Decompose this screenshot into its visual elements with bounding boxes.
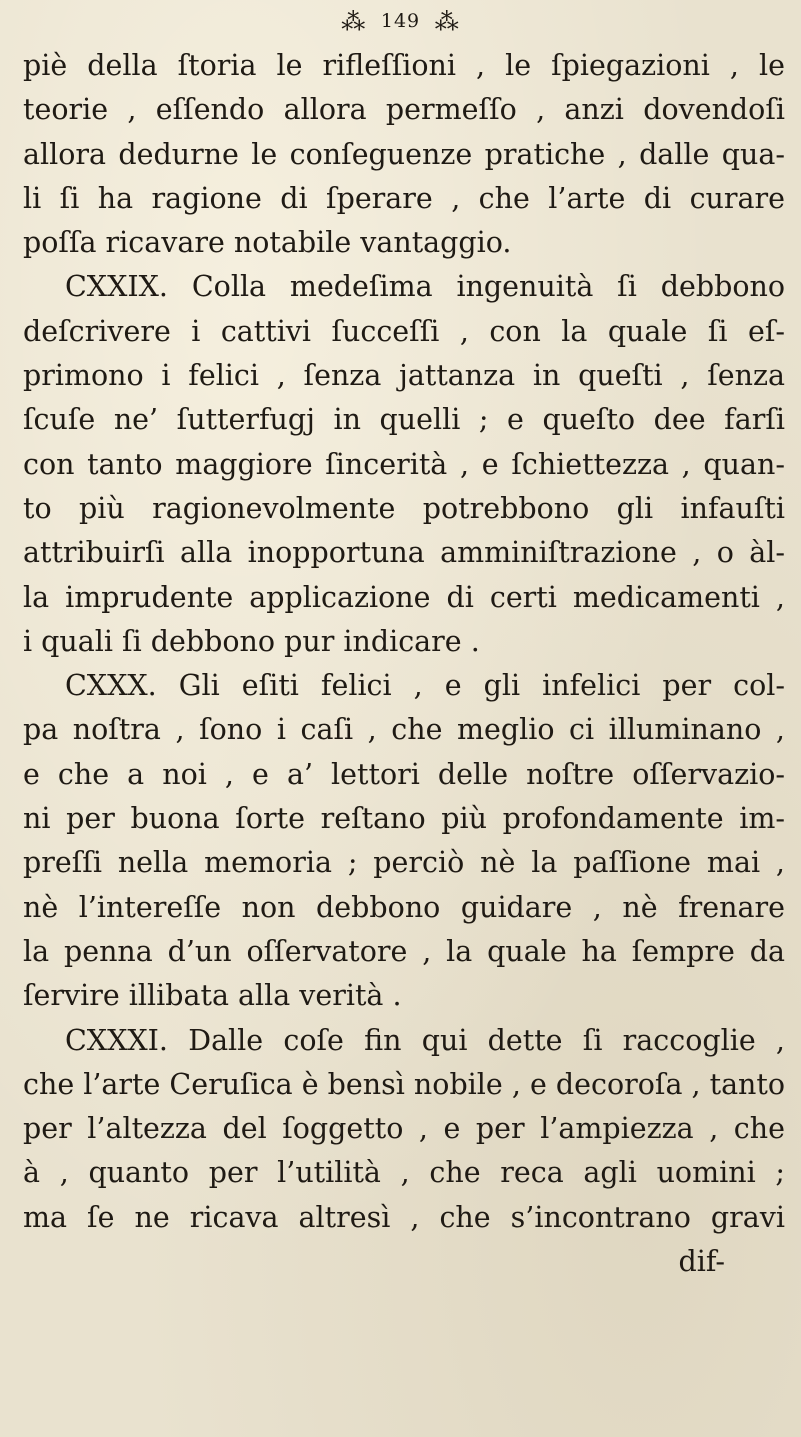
text-line: to più ragionevolmente potrebbono gli infauſti (23, 491, 785, 525)
text-line: allora dedurne le conſeguenze pratiche , dalle qua- (23, 137, 785, 171)
text-line: attribuirſi alla inopportuna amminiſtrazione , o àl- (23, 536, 785, 570)
text-line: ma ſe ne ricava altresì , che s’incontrano gravi (23, 1200, 785, 1234)
text-line: i quali ſi debbono pur indicare . (23, 624, 480, 658)
text-line: ni per buona ſorte reſtano più profondamente im- (23, 802, 785, 836)
ornament-left-icon: ⁂ (341, 8, 367, 36)
text-line: ſcuſe ne’ ſutterfugj in quelli ; e queſto dee farſi (23, 403, 785, 437)
page-number: 149 (380, 10, 421, 32)
text-line: li ſi ha ragione di ſperare , che l’arte di curare (23, 181, 785, 215)
text-line: primono i felici , ſenza jattanza in queſti , ſenza (23, 359, 785, 393)
text-line: e che a noi , e a’ lettori delle noſtre oſſervazio- (23, 757, 785, 791)
catchword: dif- (678, 1245, 725, 1279)
text-line: nè l’intereſſe non debbono guidare , nè frenare (23, 890, 785, 924)
paragraph-start-cxxx: CXXX. Gli eſiti felici , e gli infelici per col- (65, 669, 785, 703)
text-line: che l’arte Ceruſica è bensì nobile , e decoroſa , tanto (23, 1067, 786, 1101)
text-line: con tanto maggiore ſincerità , e ſchiettezza , quan- (23, 447, 785, 481)
text-line: pa noſtra , ſono i caſi , che meglio ci illuminano , (23, 713, 785, 747)
page-header (0, 4, 801, 39)
text-line: la imprudente applicazione di certi medicamenti , (23, 580, 785, 614)
body-text (23, 44, 785, 1284)
paragraph-start-cxxix: CXXIX. Colla medeſima ingenuità ſi debbono (65, 270, 785, 304)
text-line: piè della ſtoria le rifleſſioni , le ſpiegazioni , le (23, 49, 785, 82)
text-line: deſcrivere i cattivi ſucceſſi , con la quale ſi eſ- (23, 314, 785, 348)
text-line: per l’altezza del ſoggetto , e per l’ampiezza , che (23, 1112, 785, 1146)
ornament-right-icon: ⁂ (434, 8, 460, 36)
text-line: preſſi nella memoria ; perciò nè la paſſione mai , (23, 846, 785, 880)
paragraph-start-cxxxi: CXXXI. Dalle coſe fin qui dette ſi raccoglie , (65, 1023, 785, 1057)
text-line: teorie , eſſendo allora permeſſo , anzi dovendoſi (23, 93, 785, 127)
text-line: la penna d’un oſſervatore , la quale ha ſempre da (23, 934, 785, 968)
text-line: poſſa ricavare notabile vantaggio. (23, 226, 512, 260)
text-line: ſervire illibata alla verità . (23, 979, 402, 1013)
text-line: à , quanto per l’utilità , che reca agli uomini ; (23, 1156, 785, 1190)
